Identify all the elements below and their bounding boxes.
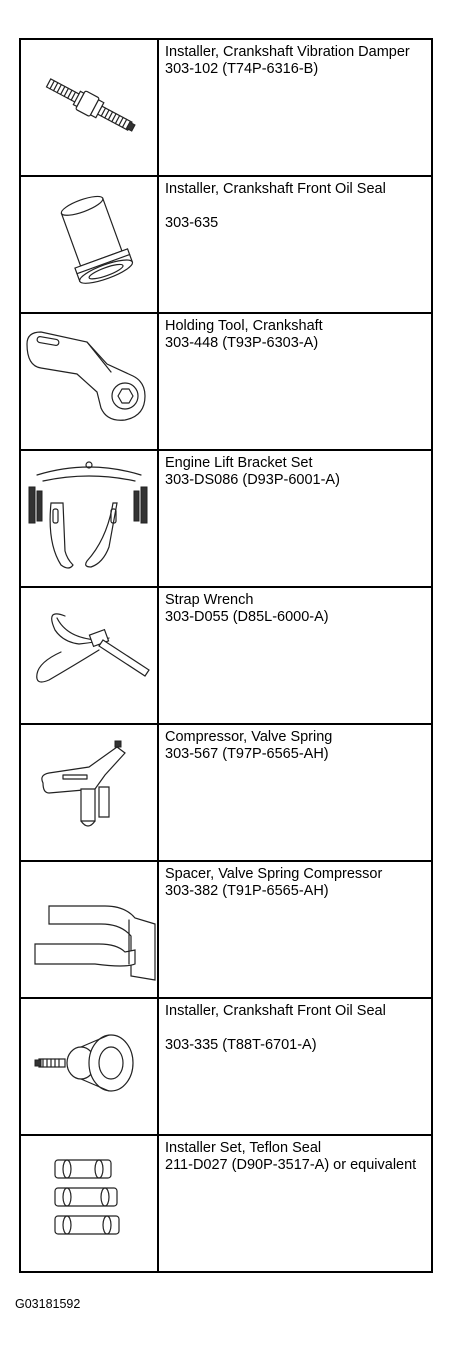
oil-seal-installer-icon: [21, 177, 157, 312]
tool-name: Spacer, Valve Spring Compressor: [165, 866, 383, 882]
table-row: [20, 1135, 432, 1272]
figure-id: G03181592: [15, 1297, 81, 1311]
tool-image-cell: [20, 724, 158, 861]
strap-wrench-icon: [21, 588, 157, 723]
tool-name: Installer, Crankshaft Front Oil Seal: [165, 1003, 386, 1019]
tool-description: [158, 998, 432, 1135]
table-row: [20, 998, 432, 1135]
table-row: [20, 587, 432, 724]
tool-description: [158, 176, 432, 313]
tool-image-cell: [20, 176, 158, 313]
table-row: [20, 450, 432, 587]
table-row: [20, 724, 432, 861]
tool-image-cell: [20, 587, 158, 724]
tool-description: [158, 587, 432, 724]
table-row: [20, 313, 432, 450]
tool-description: [158, 39, 432, 176]
valve-spring-compressor-icon: [21, 725, 157, 860]
tool-description: [158, 1135, 432, 1272]
teflon-seal-set-icon: [21, 1136, 157, 1271]
tool-part-number: 303-D055 (D85L-6000-A): [165, 609, 329, 625]
tool-image-cell: [20, 998, 158, 1135]
lift-bracket-icon: [21, 451, 157, 586]
tool-part-number: 303-448 (T93P-6303-A): [165, 335, 319, 351]
tool-name: Strap Wrench: [165, 592, 254, 608]
tool-part-number: 303-102 (T74P-6316-B): [165, 61, 319, 77]
tool-name: Installer, Crankshaft Vibration Damper: [165, 44, 410, 60]
tool-part-number: 303-635: [165, 215, 219, 231]
tool-description: [158, 313, 432, 450]
tool-part-number: 211-D027 (D90P-3517-A) or equivalent: [165, 1157, 417, 1173]
table-row: [20, 861, 432, 998]
table-row: [20, 39, 432, 176]
holding-tool-icon: [21, 314, 157, 449]
tool-part-number: 303-335 (T88T-6701-A): [165, 1037, 317, 1053]
tool-name: Installer, Crankshaft Front Oil Seal: [165, 181, 386, 197]
tool-image-cell: [20, 450, 158, 587]
tool-image-cell: [20, 313, 158, 450]
tool-name: Installer Set, Teflon Seal: [165, 1140, 322, 1156]
spacer-icon: [21, 862, 157, 997]
tool-part-number: 303-DS086 (D93P-6001-A): [165, 472, 340, 488]
tool-name: Engine Lift Bracket Set: [165, 455, 313, 471]
seal-installer-icon: [21, 999, 157, 1134]
tool-description: [158, 450, 432, 587]
tool-image-cell: [20, 39, 158, 176]
damper-installer-icon: [21, 40, 157, 175]
special-tools-table: [19, 38, 433, 1273]
table-row: [20, 176, 432, 313]
tool-image-cell: [20, 1135, 158, 1272]
tool-part-number: 303-382 (T91P-6565-AH): [165, 883, 329, 899]
tool-part-number: 303-567 (T97P-6565-AH): [165, 746, 329, 762]
tool-description: [158, 861, 432, 998]
tool-description: [158, 724, 432, 861]
tool-image-cell: [20, 861, 158, 998]
tool-name: Compressor, Valve Spring: [165, 729, 333, 745]
tool-name: Holding Tool, Crankshaft: [165, 318, 323, 334]
